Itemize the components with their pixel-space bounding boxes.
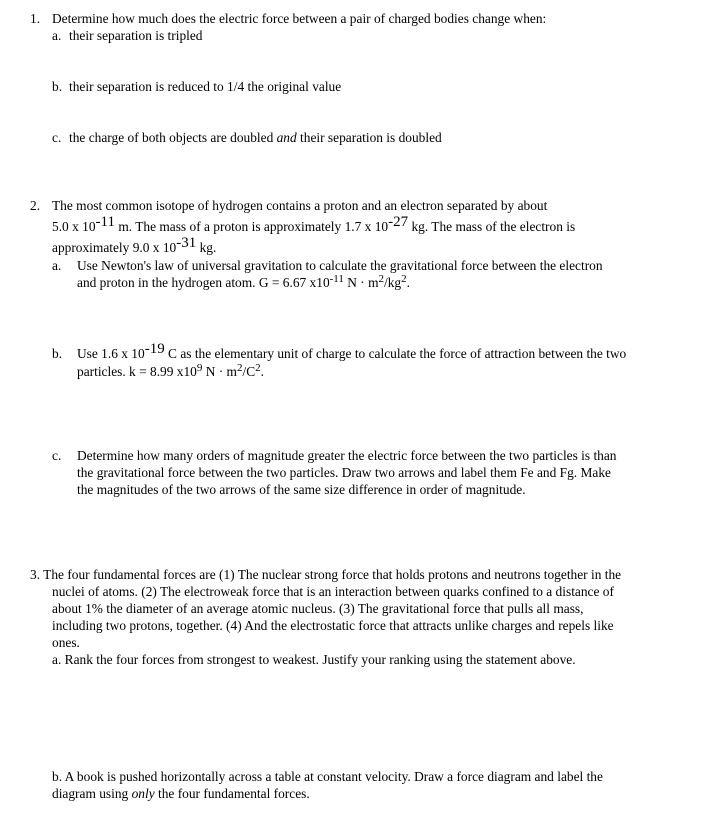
q2a-line1: Use Newton's law of universal gravitation to calculate the gravitational force between the electron <box>77 258 603 273</box>
q3a-text: a. Rank the four forces from strongest to weakest. Justify your ranking using the statement above. <box>52 652 576 667</box>
q1c-label: c. <box>52 130 62 145</box>
q3-line4: including two protons, together. (4) And the electrostatic force that attracts unlike charges and repels like <box>52 618 614 633</box>
q2c-line3: the magnitudes of the two arrows of the same size difference in order of magnitude. <box>77 482 526 497</box>
q1-stem: Determine how much does the electric force between a pair of charged bodies change when: <box>52 11 547 26</box>
q2c-line1: Determine how many orders of magnitude greater the electric force between the two particles is than <box>77 448 617 463</box>
q3-line1: 3. The four fundamental forces are (1) The nuclear strong force that holds protons and neutrons together in the <box>30 567 622 582</box>
q3b-line1: b. A book is pushed horizontally across a table at constant velocity. Draw a force diagram and label the <box>52 769 603 784</box>
q1b-text: their separation is reduced to 1/4 the original value <box>69 79 342 94</box>
q1a-label: a. <box>52 28 62 43</box>
q2a-label: a. <box>52 258 62 273</box>
q2-stem-line1: The most common isotope of hydrogen contains a proton and an electron separated by about <box>52 198 548 213</box>
q2-number: 2. <box>30 198 41 213</box>
q2b-line2: particles. k = 8.99 $x10^9$ $N \cdot m^2/C^2$. <box>77 362 264 379</box>
q2b-line1: Use 1.6 x $10^{-19}$ C as the elementary unit of charge to calculate the force of attraction between the two <box>77 341 627 361</box>
q3-line3: about 1% the diameter of an average atomic nucleus. (3) The gravitational force that pulls all mass, <box>52 601 584 616</box>
q3-line2: nuclei of atoms. (2) The electroweak force that is an interaction between quarks confined to a distance of <box>52 584 614 599</box>
q3b-line2: diagram using only the four fundamental forces. <box>52 786 310 801</box>
q2b-label: b. <box>52 346 63 361</box>
q1a-text: their separation is tripled <box>69 28 203 43</box>
q1b-label: b. <box>52 79 63 94</box>
q2-stem-line3: approximately 9.0 x $10^{-31}$ kg. <box>52 235 217 255</box>
q3-line5: ones. <box>52 635 80 650</box>
q1c-text: the charge of both objects are doubled and their separation is doubled <box>69 130 442 145</box>
q2c-label: c. <box>52 448 62 463</box>
q1-number: 1. <box>30 11 41 26</box>
q2-stem-line2: 5.0 x $10^{-11}$ m. The mass of a proton is approximately 1.7 x $10^{-27}$ kg. The mass of the electron is <box>52 214 576 234</box>
q2a-line2: and proton in the hydrogen atom. G = 6.67 $x10^{-11}$ $N \cdot m^2/kg^2$. <box>77 273 410 290</box>
q2c-line2: the gravitational force between the two particles. Draw two arrows and label them Fe and Fg. Make <box>77 465 611 480</box>
